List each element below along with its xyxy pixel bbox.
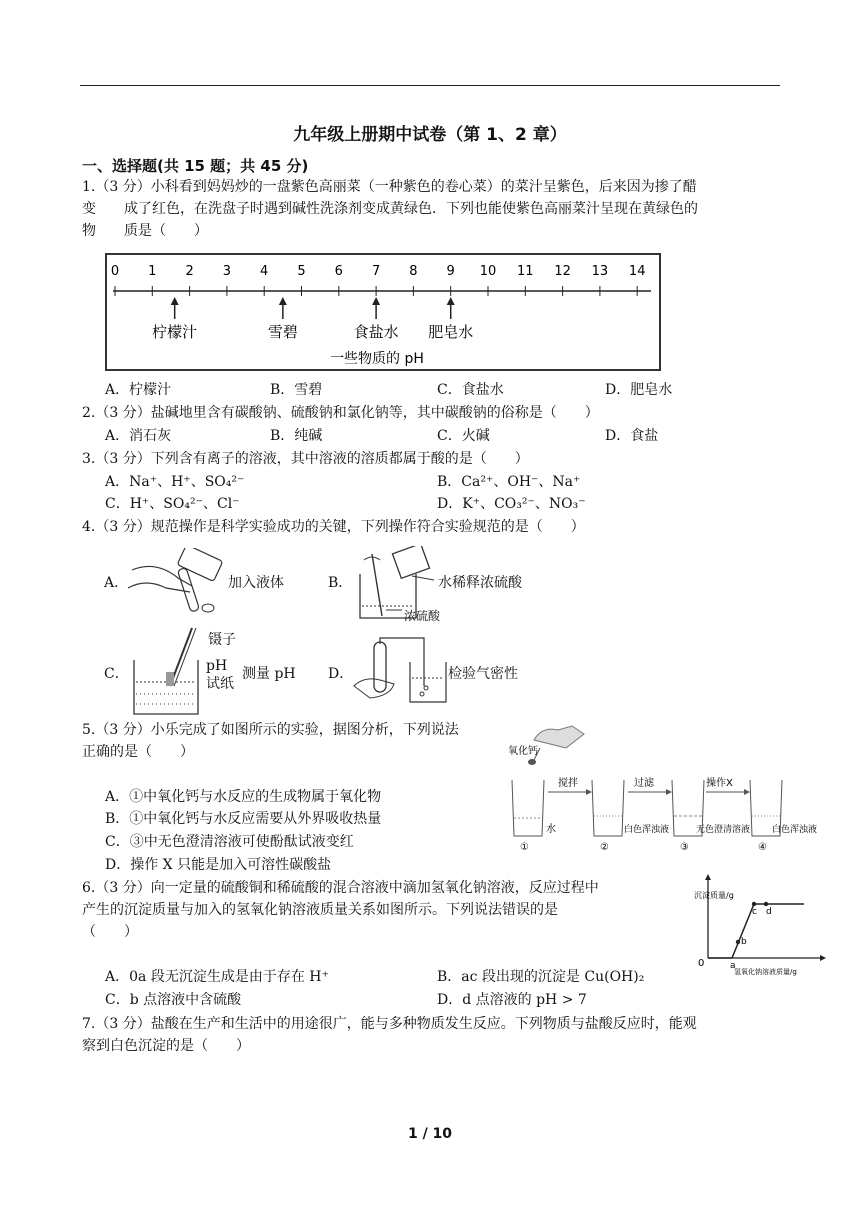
ph-substance-label: 柠檬汁 <box>152 323 198 341</box>
q5-option-b: B．①中氧化钙与水反应需要从外界吸收热量 <box>105 811 382 827</box>
ph-arrow-head <box>447 297 455 305</box>
ph-arrow-head <box>372 297 380 305</box>
q6-xlabel: 氢氧化钠溶液质量/g <box>734 968 797 976</box>
q5-option-a: A．①中氧化钙与水反应的生成物属于氧化物 <box>105 789 382 805</box>
ph-tick-label: 5 <box>297 264 306 279</box>
q4-c-paper-label-1: pH <box>206 658 228 674</box>
ph-scale-figure <box>105 253 661 371</box>
q5-step2-label: 过滤 <box>634 778 654 789</box>
q5-step1-label: 搅拌 <box>558 778 578 789</box>
ph-tick-label: 6 <box>334 264 343 279</box>
q4-d-figure <box>350 636 450 708</box>
q5-option-c: C．③中无色澄清溶液可使酚酞试液变红 <box>105 834 354 850</box>
q5-clear-label: 无色澄清溶液 <box>696 825 751 835</box>
q4-d-letter: D． <box>328 666 354 682</box>
q4-b-label: 水稀释浓硫酸 <box>438 575 522 591</box>
q6-line3: （ ） <box>82 924 138 940</box>
header-rule <box>80 85 780 86</box>
q1-line1: 1.（3 分）小科看到妈妈炒的一盘紫色高丽菜（一种紫色的卷心菜）的菜汁呈紫色，后来因为掺了醋 <box>82 179 697 195</box>
q6-precipitate-graph <box>694 874 826 976</box>
q4-c-label: 测量 pH <box>242 666 296 682</box>
q7-line1: 7.（3 分）盐酸在生产和生活中的用途很广，能与多种物质发生反应。下列物质与盐酸反应时，能观 <box>82 1016 697 1032</box>
q6-label-a: a <box>730 961 736 971</box>
q2-option-b: B．纯碱 <box>270 428 323 444</box>
q1-line3: 物 质是（ ） <box>82 223 208 239</box>
q2-line1: 2.（3 分）盐碱地里含有碳酸钠、硫酸钠和氯化钠等，其中碳酸钠的俗称是（ ） <box>82 405 599 421</box>
ph-arrows <box>152 297 473 341</box>
ph-tick-label: 13 <box>591 264 609 279</box>
ph-substance-label: 雪碧 <box>267 323 298 341</box>
q6-option-a: A．0a 段无沉淀生成是由于存在 H⁺ <box>105 969 329 985</box>
q7-line2: 察到白色沉淀的是（ ） <box>82 1038 250 1054</box>
ph-substance-label: 食盐水 <box>353 323 399 341</box>
q4-c-tweezer-label: 镊子 <box>208 632 236 648</box>
q5-reagent-label: 氧化钙 <box>508 746 538 757</box>
q6-point-b <box>736 940 740 944</box>
q5-line2: 正确的是（ ） <box>82 744 194 760</box>
q6-option-d: D．d 点溶液的 pH > 7 <box>437 992 587 1008</box>
ph-tick-label: 3 <box>222 264 232 279</box>
ph-tick-label: 1 <box>148 264 157 279</box>
q1-option-d: D．肥皂水 <box>605 382 673 398</box>
q4-a-label: 加入液体 <box>228 575 284 591</box>
q4-a-letter: A． <box>104 575 129 591</box>
section-heading: 一、选择题(共 15 题；共 45 分) <box>82 157 309 175</box>
q5-step3-label: 操作X <box>706 778 733 789</box>
ph-tick-label: 9 <box>446 264 455 279</box>
q2-option-c: C．火碱 <box>437 428 490 444</box>
ph-tick-label: 2 <box>185 264 194 279</box>
q6-point-d <box>764 902 768 906</box>
q3-line1: 3.（3 分）下列含有离子的溶液，其中溶液的溶质都属于酸的是（ ） <box>82 451 529 467</box>
q4-a-figure <box>126 548 230 618</box>
q3-option-d: D．K⁺、CO₃²⁻、NO₃⁻ <box>437 496 586 512</box>
q1-option-a: A．柠檬汁 <box>105 382 172 398</box>
q6-origin: 0 <box>698 958 705 969</box>
ph-tick-label: 0 <box>110 264 120 279</box>
q1-option-c: C．食盐水 <box>437 382 504 398</box>
q5-num-4: ④ <box>758 842 767 852</box>
q2-option-d: D．食盐 <box>605 428 659 444</box>
q5-num-2: ② <box>600 842 609 852</box>
ph-substance-label: 肥皂水 <box>428 323 474 341</box>
q4-c-letter: C． <box>104 666 129 682</box>
page-number: 1 / 10 <box>407 1126 453 1142</box>
q4-c-figure <box>126 624 206 720</box>
q4-b-sub: 浓硫酸 <box>404 609 441 623</box>
q5-num-1: ① <box>520 842 529 852</box>
q6-point-c <box>752 902 756 906</box>
q1-line2: 变 成了红色，在洗盘子时遇到碱性洗涤剂变成黄绿色．下列也能使紫色高丽菜汁呈现在黄绿色的 <box>82 201 698 217</box>
q6-label-b: b <box>741 937 747 947</box>
q6-line1: 6.（3 分）向一定量的硫酸铜和稀硫酸的混合溶液中滴加氢氧化钠溶液，反应过程中 <box>82 880 599 896</box>
ph-scale-svg <box>107 255 659 369</box>
q6-label-d: d <box>766 907 772 917</box>
q3-option-c: C．H⁺、SO₄²⁻、Cl⁻ <box>105 496 240 512</box>
q6-line2: 产生的沉淀质量与加入的氢氧化钠溶液质量关系如图所示。下列说法错误的是 <box>82 902 558 918</box>
q5-turbid1-label: 白色浑浊液 <box>624 825 670 835</box>
ph-arrow-head <box>279 297 287 305</box>
q4-line1: 4.（3 分）规范操作是科学实验成功的关键，下列操作符合实验规范的是（ ） <box>82 519 585 535</box>
q5-experiment-figure <box>506 718 824 852</box>
q3-option-a: A．Na⁺、H⁺、SO₄²⁻ <box>105 474 245 490</box>
q3-option-b: B．Ca²⁺、OH⁻、Na⁺ <box>437 474 581 490</box>
q5-num-3: ③ <box>680 842 689 852</box>
q6-option-b: B．ac 段出现的沉淀是 Cu(OH)₂ <box>437 969 645 985</box>
q4-c-paper-label-2: 试纸 <box>206 676 234 692</box>
q6-label-c: c <box>752 907 757 917</box>
ph-caption: 一些物质的 pH <box>330 351 424 367</box>
ph-tick-label: 14 <box>628 264 646 279</box>
q5-line1: 5.（3 分）小乐完成了如图所示的实验，据图分析，下列说法 <box>82 722 459 738</box>
q2-option-a: A．消石灰 <box>105 428 172 444</box>
q4-d-label: 检验气密性 <box>448 666 518 682</box>
ph-tick-label: 10 <box>479 264 497 279</box>
q6-option-c: C．b 点溶液中含硫酸 <box>105 992 242 1008</box>
ph-tick-label: 4 <box>260 264 269 279</box>
ph-tick-label: 12 <box>554 264 571 279</box>
ph-tick-label: 8 <box>409 264 418 279</box>
q4-b-letter: B． <box>328 575 353 591</box>
page-title: 九年级上册期中试卷（第 1、2 章） <box>293 125 567 145</box>
q1-option-b: B．雪碧 <box>270 382 323 398</box>
ph-tick-label: 7 <box>371 264 381 279</box>
q5-option-d: D．操作 X 只能是加入可溶性碳酸盐 <box>105 857 332 873</box>
q5-water-label: 水 <box>546 824 556 835</box>
ph-arrow-head <box>171 297 179 305</box>
ph-tick-label: 11 <box>517 264 534 279</box>
q6-ylabel: 沉淀质量/g <box>694 891 734 900</box>
q5-turbid2-label: 白色浑浊液 <box>772 825 818 835</box>
